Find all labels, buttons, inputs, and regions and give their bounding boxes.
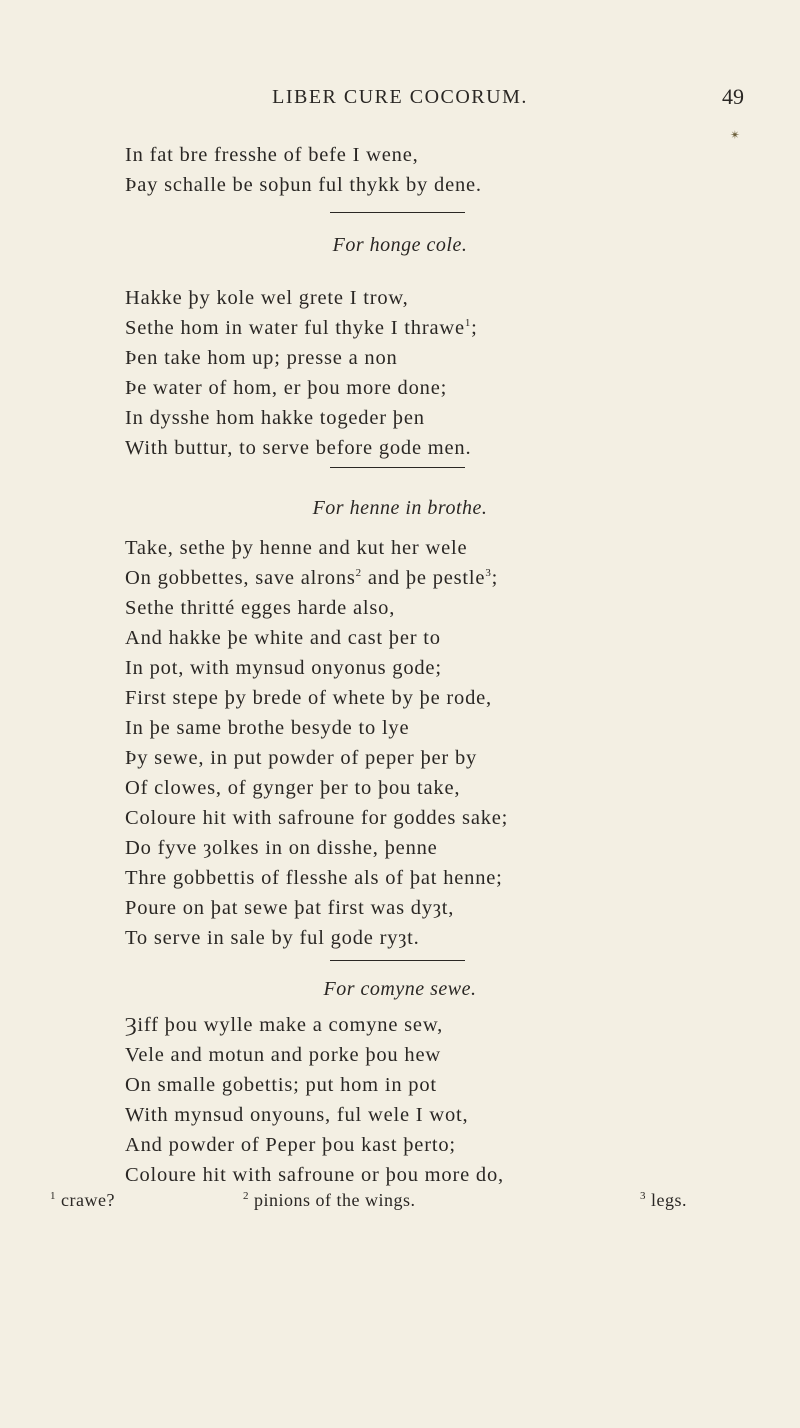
section-divider — [330, 960, 465, 961]
verse-line: In pot, with mynsud onyonus gode; — [125, 657, 442, 679]
top-verse — [125, 140, 765, 200]
section-heading-honge-cole: For honge cole. — [332, 234, 468, 256]
verse-line: Ȝiff þou wylle make a comyne sew, — [125, 1014, 444, 1036]
section-honge-cole — [125, 283, 765, 463]
footnotes — [50, 1190, 770, 1220]
footnote-2 — [243, 1190, 416, 1211]
verse-line: Poure on þat sewe þat first was dyȝt, — [125, 897, 455, 919]
verse-line: Sethe thritté egges harde also, — [125, 597, 396, 619]
verse-line: And hakke þe white and cast þer to — [125, 627, 441, 649]
verse-line: Þen take hom up; presse a non — [125, 347, 398, 369]
verse-line: Take, sethe þy henne and kut her wele — [125, 537, 468, 559]
footnote-marker: 3 — [485, 567, 492, 580]
verse-punct: ; — [471, 317, 478, 339]
verse-line: Þe water of hom, er þou more done; — [125, 377, 448, 399]
page-header — [0, 84, 800, 114]
footnote-text: crawe? — [56, 1190, 115, 1210]
verse-line: Thre gobbettis of flesshe als of þat henne; — [125, 867, 503, 889]
footnote-marker: 1 — [464, 317, 472, 330]
verse-line: With buttur, to serve before gode men. — [125, 437, 472, 459]
footnote-number: 2 — [243, 1190, 249, 1202]
verse-text: Sethe hom in water ful thyke I thrawe — [125, 317, 465, 339]
section-comyne-sewe — [125, 1010, 765, 1190]
verse-line: Vele and motun and porke þou hew — [125, 1044, 441, 1066]
section-divider — [330, 467, 465, 468]
verse-text: On gobbettes, save alrons — [125, 567, 356, 589]
verse-line: With mynsud onyouns, ful wele I wot, — [125, 1104, 469, 1126]
footnote-number: 1 — [50, 1190, 56, 1202]
verse-line: Þy sewe, in put powder of peper þer by — [125, 747, 478, 769]
verse-line: Of clowes, of gynger þer to þou take, — [125, 777, 461, 799]
verse-line — [125, 313, 765, 343]
running-title: LIBER CURE COCORUM. — [272, 86, 528, 108]
verse-line: Coloure hit with safroune or þou more do, — [125, 1164, 504, 1186]
footnote-text: pinions of the wings. — [249, 1190, 416, 1210]
page-number: 49 — [722, 84, 744, 109]
section-heading-henne-in-brothe: For henne in brothe. — [312, 497, 488, 519]
section-divider — [330, 212, 465, 213]
verse-line: In dysshe hom hakke togeder þen — [125, 407, 425, 429]
verse-line: First stepe þy brede of whete by þe rode, — [125, 687, 492, 709]
section-henne-in-brothe — [125, 533, 765, 953]
verse-line: To serve in sale by ful gode ryȝt. — [125, 927, 420, 949]
footnote-marker: 2 — [355, 567, 362, 580]
verse-line: In fat bre fresshe of befe I wene, — [125, 144, 419, 166]
footnote-1 — [50, 1190, 115, 1211]
verse-line: Þay schalle be soþun ful thykk by dene. — [125, 174, 482, 196]
verse-line: Coloure hit with safroune for goddes sake; — [125, 807, 509, 829]
ornament-mark: ✴ — [729, 128, 740, 142]
footnote-3 — [640, 1190, 687, 1211]
verse-punct: ; — [491, 567, 499, 589]
section-heading-comyne-sewe: For comyne sewe. — [323, 978, 477, 1000]
verse-text: and þe pestle — [361, 567, 486, 589]
verse-line: And powder of Peper þou kast þerto; — [125, 1134, 456, 1156]
verse-line: On smalle gobettis; put hom in pot — [125, 1074, 437, 1096]
footnote-text: legs. — [646, 1190, 687, 1210]
verse-line: Hakke þy kole wel grete I trow, — [125, 287, 409, 309]
verse-line — [125, 563, 765, 593]
verse-line: Do fyve ȝolkes in on disshe, þenne — [125, 837, 438, 859]
footnote-number: 3 — [640, 1190, 646, 1202]
verse-line: In þe same brothe besyde to lye — [125, 717, 410, 739]
